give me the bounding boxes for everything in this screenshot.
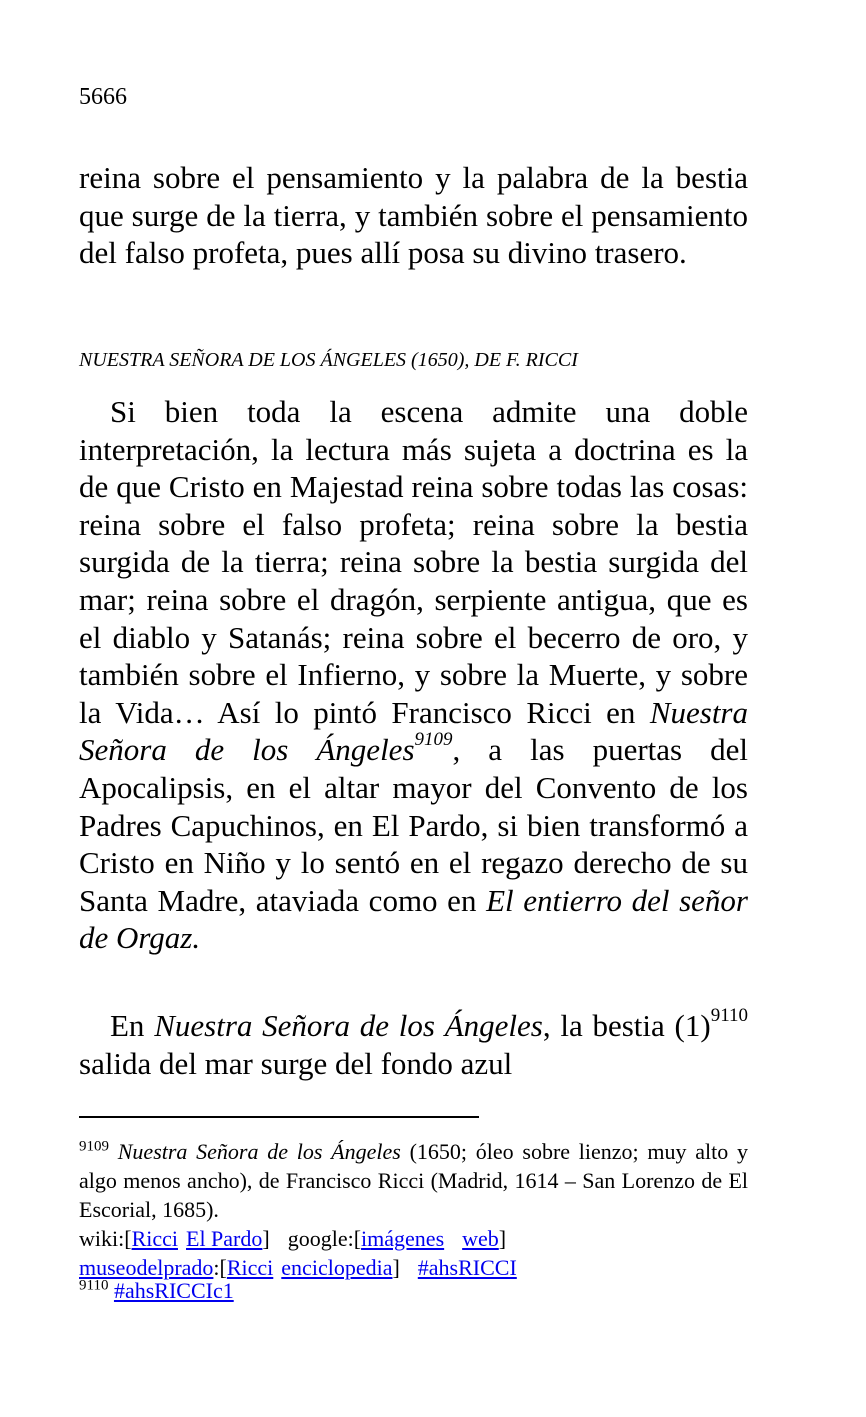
paragraph: reina sobre el pensamiento y la palabra de la bestia que surge de la tierra, y también sobre el pensamiento del falso profeta, pues allí posa su divino trasero. bbox=[79, 160, 748, 271]
google-link-web[interactable]: web bbox=[462, 1226, 499, 1251]
museo-bracket-open: :[ bbox=[213, 1255, 227, 1280]
bracket-close: ] bbox=[498, 1226, 507, 1251]
paragraph-text: Si bien toda la escena admite una doble interpretación, la lectura más sujeta a doctrina es la de que Cristo en Majestad reina sobre todas las cosas: reina sobre el falso profeta; reina sobre la bestia surgida de la tierra; reina sobre la bestia surgida del mar; reina sobre el dragón, serpiente antigua, que es el diablo y Satanás; reina sobre el becerro de oro, y también sobre el Infierno, y sobre la Muerte, y sobre la Vida… Así lo pintó Francisco Ricci en bbox=[79, 394, 748, 730]
wiki-link-el-pardo[interactable]: El Pardo bbox=[186, 1226, 263, 1251]
footnote bbox=[79, 1137, 748, 1224]
wiki-link-ricci[interactable]: Ricci bbox=[131, 1226, 178, 1251]
footnote-reference[interactable]: 9109 bbox=[414, 729, 453, 751]
museo-link-ricci[interactable]: Ricci bbox=[226, 1255, 274, 1280]
paragraph bbox=[79, 1004, 748, 1082]
footnote-text: (1650; óleo sobre lienzo; muy alto y algo menos ancho), de Francisco Ricci (Madrid, 1614 – San Lorenzo de El Escorial, 1685). bbox=[79, 1139, 748, 1222]
footnote-links-row bbox=[79, 1224, 748, 1253]
paragraph bbox=[79, 393, 748, 957]
footnote-title: Nuestra Señora de los Ángeles bbox=[117, 1139, 401, 1164]
artwork-title: Nuestra Señora de los Ángeles bbox=[154, 1008, 543, 1043]
page-number: 5666 bbox=[79, 84, 127, 110]
footnotes bbox=[79, 1137, 748, 1305]
paragraph-text: En bbox=[110, 1008, 155, 1043]
google-link-images[interactable]: imágenes bbox=[361, 1226, 445, 1251]
hashtag-link[interactable]: #ahsRICCIc1 bbox=[113, 1278, 234, 1303]
footnote-divider bbox=[79, 1116, 479, 1118]
paragraph-text: salida del mar surge del fondo azul bbox=[79, 1045, 513, 1081]
artwork-title: El entierro del señor de Orgaz. bbox=[79, 882, 749, 956]
paragraph-text: , a las puertas del Apocalipsis, en el altar mayor del Convento de los Padres Capuchinos, en El Pardo, si bien transformó a Cristo en Niño y lo sentó en el regazo derecho de su Santa Madre, ataviada como en bbox=[79, 732, 749, 918]
hashtag-link[interactable]: #ahsRICCI bbox=[417, 1255, 517, 1280]
bracket-close: ] bbox=[392, 1255, 400, 1280]
footnote-number: 9110 bbox=[79, 1277, 109, 1294]
footnote-number: 9109 bbox=[79, 1138, 109, 1155]
section-heading: NUESTRA SEÑORA DE LOS ÁNGELES (1650), DE F. RICCI bbox=[79, 349, 578, 371]
paragraph-text: , la bestia (1) bbox=[542, 1008, 711, 1043]
bracket-close: ] bbox=[262, 1226, 270, 1251]
museo-link[interactable]: museodelprado bbox=[79, 1255, 214, 1280]
google-label: google:[ bbox=[287, 1226, 362, 1251]
footnote-reference[interactable]: 9110 bbox=[710, 1004, 748, 1026]
wiki-label: wiki:[ bbox=[79, 1226, 132, 1251]
museo-link-enciclopedia[interactable]: enciclopedia bbox=[281, 1255, 393, 1280]
artwork-title: Nuestra Señora de los Ángeles bbox=[79, 694, 748, 768]
